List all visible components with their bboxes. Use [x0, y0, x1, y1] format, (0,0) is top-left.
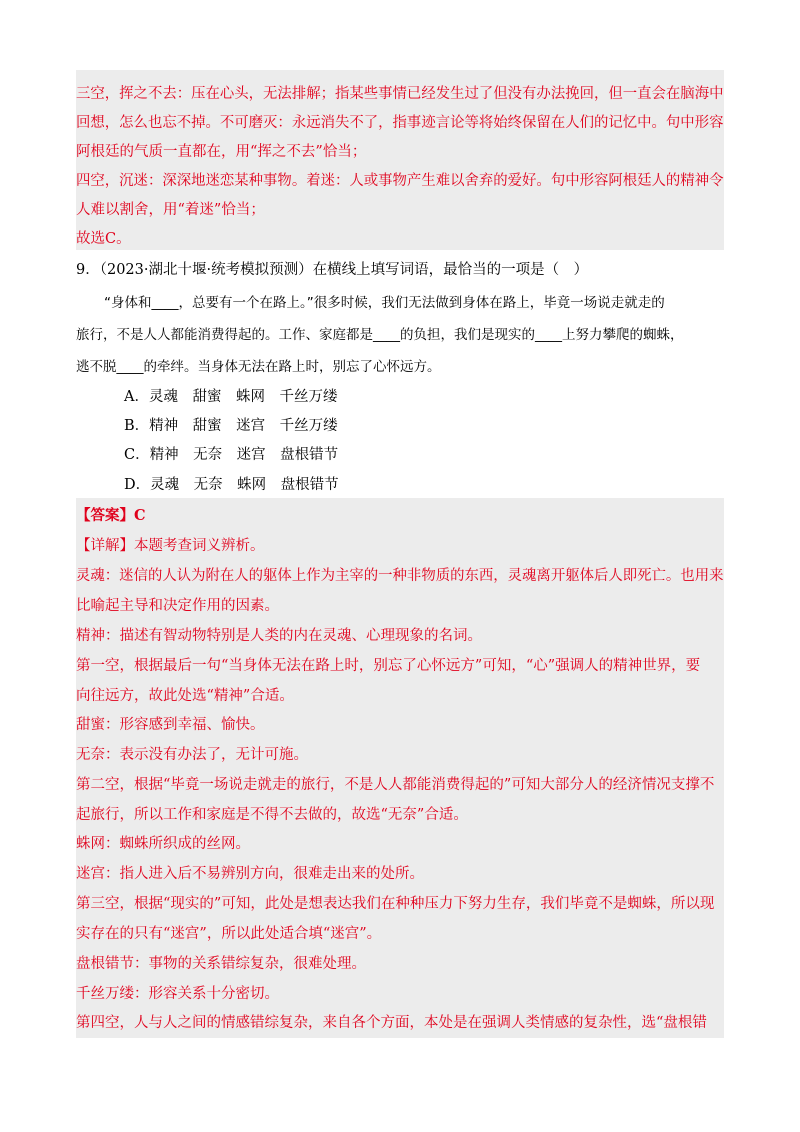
- passage-line: 逃不脱____的牵绊。当身体无法在路上时，别忘了心怀远方。: [76, 359, 441, 375]
- detail-line: 向往远方，故此处选“精神”合适。: [76, 688, 294, 704]
- detail-line: 灵魂：迷信的人认为附在人的躯体上作为主宰的一种非物质的东西，灵魂离开躯体后人即死亡。也用来: [76, 568, 724, 584]
- detail-line: 精神：描述有智动物特别是人类的内在灵魂、心理现象的名词。: [76, 628, 482, 644]
- detail-line: 迷宫：指人进入后不易辨别方向，很难走出来的处所。: [76, 866, 424, 882]
- answer-block: [76, 498, 724, 1038]
- detail-line: 第一空，根据最后一句“当身体无法在路上时，别忘了心怀远方”可知，“心”强调人的精神世界，要: [76, 658, 701, 674]
- detail-line: 比喻起主导和决定作用的因素。: [76, 598, 279, 614]
- previous-analysis-block: [76, 70, 724, 250]
- analysis-line: 人难以割舍，用“着迷”恰当；: [76, 202, 265, 218]
- detail-line: 无奈：表示没有办法了，无计可施。: [76, 747, 308, 763]
- analysis-line: 四空，沉迷：深深地迷恋某种事物。着迷：人或事物产生难以舍弃的爱好。句中形容阿根廷人的精神令: [76, 173, 724, 189]
- question-stem: 9．（2023·湖北十堰·统考模拟预测）在横线上填写词语，最恰当的一项是（ ）: [76, 262, 589, 278]
- detail-line: 【详解】本题考查词义辨析。: [76, 538, 265, 554]
- option-d: D．灵魂 无奈 蛛网 盘根错节: [124, 477, 339, 493]
- detail-line: 实存在的只有“迷宫”，所以此处适合填“迷宫”。: [76, 926, 382, 942]
- option-b: B．精神 甜蜜 迷宫 千丝万缕: [124, 418, 338, 434]
- detail-line: 第三空，根据“现实的”可知，此处是想表达我们在种种压力下努力生存，我们毕竟不是蜘蛛，所以现: [76, 896, 715, 912]
- detail-line: 蛛网：蜘蛛所织成的丝网。: [76, 836, 250, 852]
- detail-line: 盘根错节：事物的关系错综复杂，很难处理。: [76, 956, 366, 972]
- detail-line: 千丝万缕：形容关系十分密切。: [76, 986, 279, 1002]
- option-c: C．精神 无奈 迷宫 盘根错节: [124, 447, 339, 463]
- analysis-line: 阿根廷的气质一直都在，用“挥之不去”恰当；: [76, 144, 367, 160]
- detail-line: 第四空，人与人之间的情感错综复杂，来自各个方面，本处是在强调人类情感的复杂性，选“盘根错: [76, 1015, 707, 1031]
- detail-line: 甜蜜：形容感到幸福、愉快。: [76, 717, 265, 733]
- answer-label: 【答案】C: [76, 507, 146, 524]
- passage-line: “身体和____，总要有一个在路上。”很多时候，我们无法做到身体在路上，毕竟一场说走就走的: [104, 295, 665, 311]
- detail-line: 起旅行，所以工作和家庭是不得不去做的，故选“无奈”合适。: [76, 807, 468, 823]
- analysis-line: 回想，怎么也忘不掉。不可磨灭：永远消失不了，指事迹言论等将始终保留在人们的记忆中。句中形容: [76, 115, 724, 131]
- option-a: A．灵魂 甜蜜 蛛网 千丝万缕: [124, 389, 338, 405]
- passage-line: 旅行，不是人人都能消费得起的。工作、家庭都是____的负担，我们是现实的____上努力攀爬的蜘蛛，: [76, 327, 684, 343]
- analysis-line: 三空，挥之不去：压在心头，无法排解；指某些事情已经发生过了但没有办法挽回，但一直会在脑海中: [76, 86, 724, 102]
- detail-line: 第二空，根据“毕竟一场说走就走的旅行，不是人人都能消费得起的”可知大部分人的经济情况支撑不: [76, 777, 715, 793]
- analysis-line: 故选C。: [76, 231, 131, 247]
